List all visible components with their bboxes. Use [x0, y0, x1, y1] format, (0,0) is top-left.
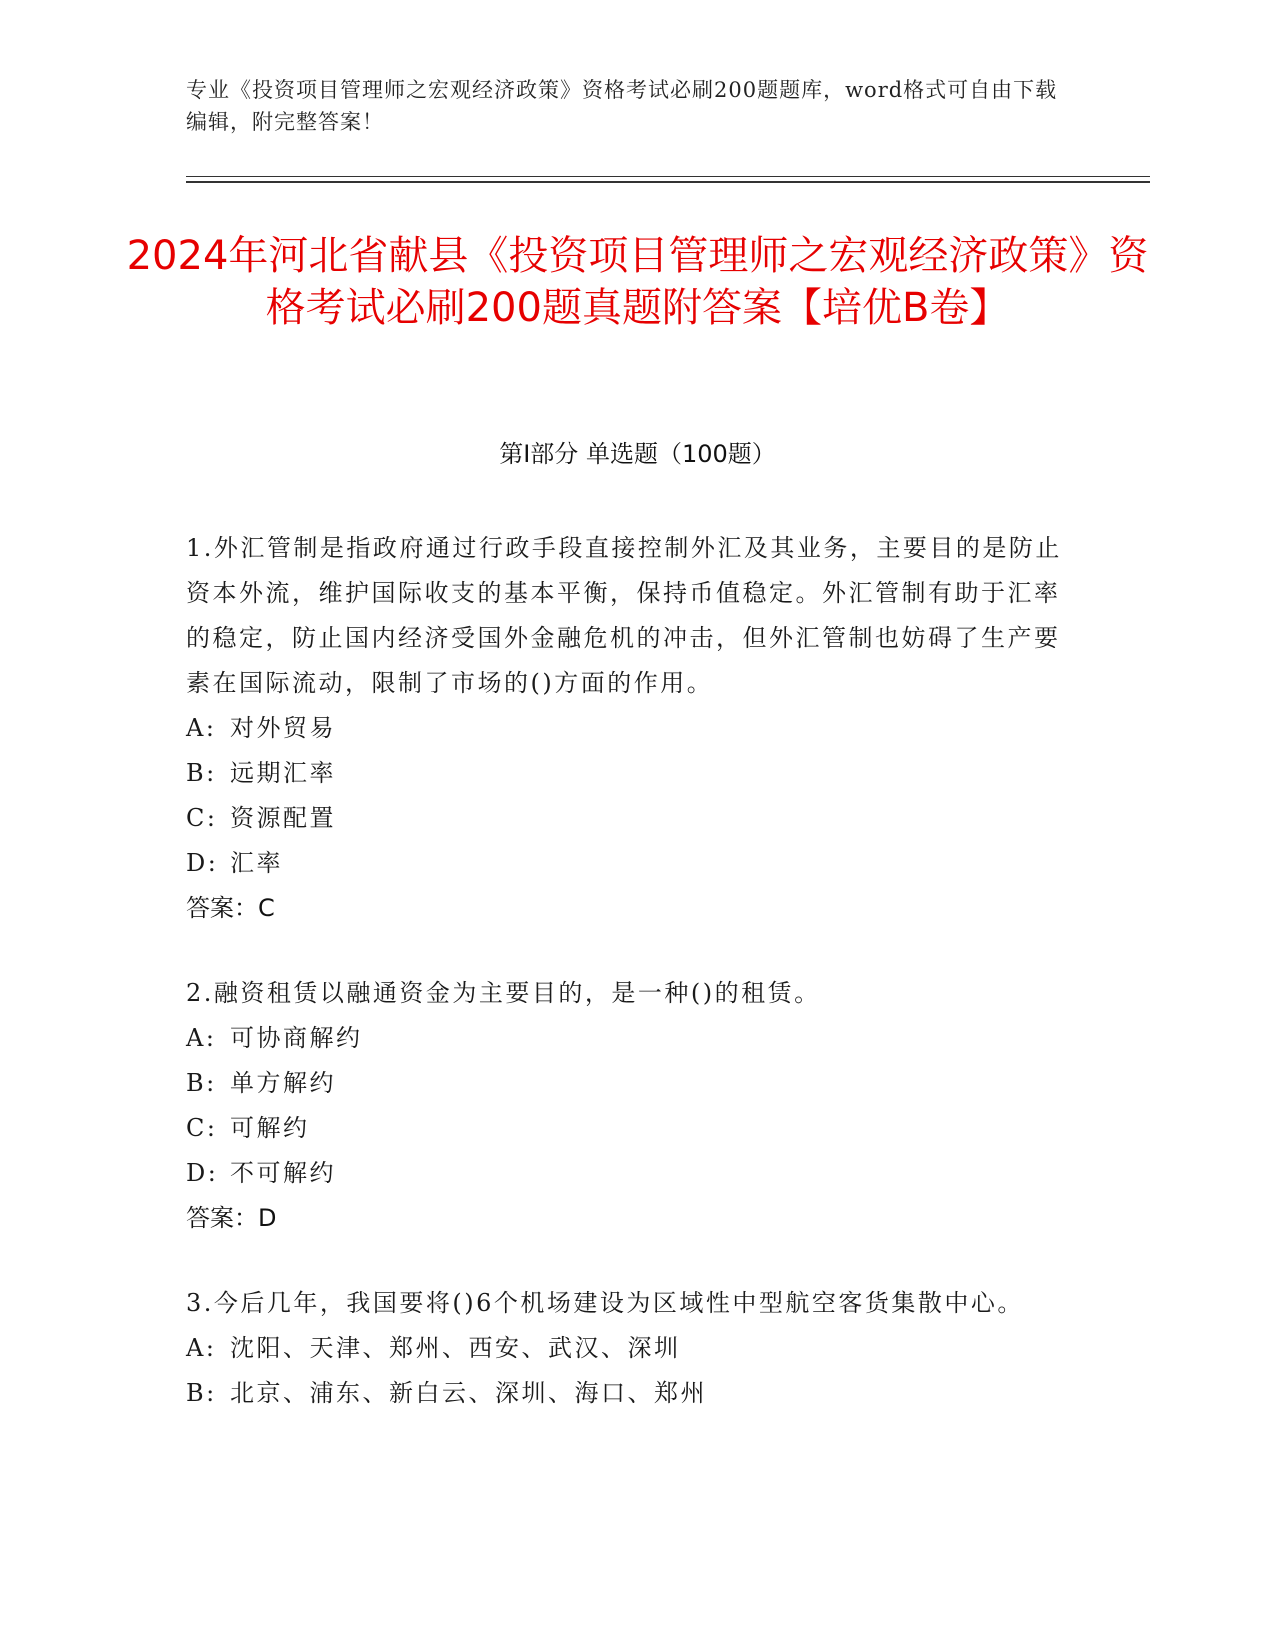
option-letter: C:	[186, 1114, 218, 1142]
question-3	[186, 1281, 1076, 1416]
option-letter: A:	[186, 1024, 217, 1052]
question-text: 2.融资租赁以融通资金为主要目的，是一种()的租赁。	[186, 979, 821, 1007]
option-a	[186, 706, 1076, 751]
option-text: 沈阳、天津、郑州、西安、武汉、深圳	[230, 1334, 681, 1362]
option-a	[186, 1326, 1076, 1371]
option-text: 可协商解约	[230, 1024, 363, 1052]
option-letter: A:	[186, 714, 217, 742]
option-c	[186, 1106, 1076, 1151]
option-text: 不可解约	[230, 1159, 336, 1187]
option-letter: A:	[186, 1334, 217, 1362]
question-1	[186, 526, 1076, 931]
answer-value: C	[258, 894, 275, 922]
option-text: 对外贸易	[230, 714, 336, 742]
option-text: 资源配置	[230, 804, 336, 832]
answer-value: D	[258, 1204, 277, 1232]
option-b	[186, 1371, 1076, 1416]
option-d	[186, 841, 1076, 886]
option-b	[186, 1061, 1076, 1106]
intro-text: 专业《投资项目管理师之宏观经济政策》资格考试必刷200题题库，word格式可自由下载编辑，附完整答案！	[186, 78, 1058, 134]
option-letter: B:	[186, 759, 217, 787]
option-letter: C:	[186, 804, 218, 832]
option-text: 单方解约	[230, 1069, 336, 1097]
answer-label: 答案：	[186, 894, 258, 922]
option-a	[186, 1016, 1076, 1061]
answer-line	[186, 1196, 1076, 1241]
question-2	[186, 971, 1076, 1241]
option-d	[186, 1151, 1076, 1196]
answer-line	[186, 886, 1076, 931]
option-text: 汇率	[230, 849, 283, 877]
option-b	[186, 751, 1076, 796]
option-text: 北京、浦东、新白云、深圳、海口、郑州	[230, 1379, 707, 1407]
section-heading: 第Ⅰ部分 单选题（100题）	[499, 440, 776, 468]
header-divider-thin	[186, 176, 1150, 177]
option-letter: B:	[186, 1379, 217, 1407]
question-list	[186, 526, 1076, 1456]
option-letter: B:	[186, 1069, 217, 1097]
option-letter: D:	[186, 1159, 219, 1187]
header-divider-thick	[186, 181, 1150, 183]
document-title: 2024年河北省献县《投资项目管理师之宏观经济政策》资格考试必刷200题真题附答案【培优B卷】	[126, 233, 1149, 331]
option-c	[186, 796, 1076, 841]
answer-label: 答案：	[186, 1204, 258, 1232]
option-letter: D:	[186, 849, 219, 877]
question-text: 3.今后几年，我国要将()6个机场建设为区域性中型航空客货集散中心。	[186, 1289, 1024, 1317]
question-text: 1.外汇管制是指政府通过行政手段直接控制外汇及其业务，主要目的是防止资本外流，维护国际收支的基本平衡，保持币值稳定。外汇管制有助于汇率的稳定，防止国内经济受国外金融危机的冲击，但外汇管制也妨碍了生产要素在国际流动，限制了市场的()方面的作用。	[186, 534, 1062, 697]
option-text: 远期汇率	[230, 759, 336, 787]
option-text: 可解约	[230, 1114, 310, 1142]
